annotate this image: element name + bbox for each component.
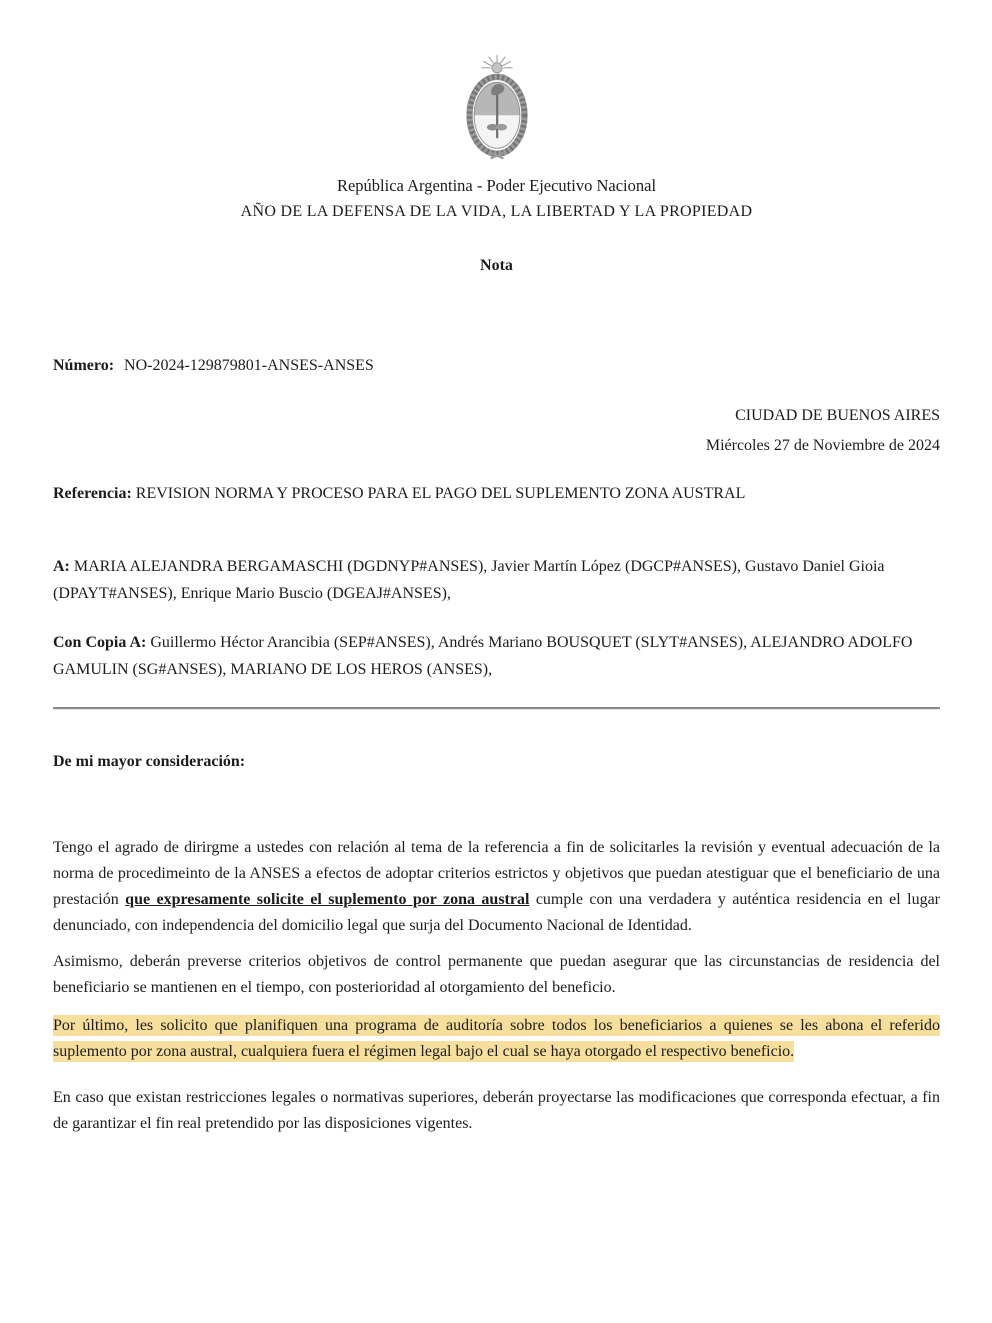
paragraph-4: En caso que existan restricciones legales o normativas superiores, deberán proyectarse las modificaciones que corresponda efectuar, a fin de garantizar el fin real pretendido por las disposiciones vigentes. <box>53 1089 940 1132</box>
to-label: A: <box>53 558 70 575</box>
salutation: De mi mayor consideración: <box>53 753 246 770</box>
city-line: CIUDAD DE BUENOS AIRES <box>735 407 940 424</box>
referencia-label: Referencia: <box>53 485 132 502</box>
recipients-cc <box>53 629 940 683</box>
paragraph-1-text-end: cumple con una verdadera y auténtica residencia en el lugar denunciado, con independencia del domicilio legal que surja del Documento Nacional de Identidad. <box>53 891 941 934</box>
org-name: República Argentina - Poder Ejecutivo Nacional <box>336 176 657 195</box>
paragraph-2: Asimismo, deberán preverse criterios objetivos de control permanente que puedan asegurar que las circunstancias de residencia del beneficiario se mantienen en el tiempo, con posterioridad al otorgamiento del beneficio. <box>53 953 940 996</box>
argentina-coat-of-arms-icon <box>451 149 543 166</box>
highlighted-text: Por último, les solicito que planifiquen una programa de auditoría sobre todos los beneficiarios a quienes se les abona el referido suplemento por zona austral, cualquiera fuera el régimen legal bajo el cual se haya otorgado el respectivo beneficio. <box>53 1017 940 1060</box>
paragraph-1-text: Tengo el agrado de dirirgme a ustedes con relación al tema de la referencia a fin de solicitarles la revisión y eventual adecuación de la norma de procedimeinto de la ANSES a efectos de adoptar criterios estrictos y objetivos que puedan atestiguar que el beneficiario de una prestación <box>53 839 940 908</box>
numero-label: Número: <box>53 357 115 374</box>
numero-value: NO-2024-129879801-ANSES-ANSES <box>124 357 374 374</box>
date-line: Miércoles 27 de Noviembre de 2024 <box>705 437 940 454</box>
letterhead <box>53 54 940 167</box>
numero-line <box>53 353 940 379</box>
year-motto: AÑO DE LA DEFENSA DE LA VIDA, LA LIBERTAD Y LA PROPIEDAD <box>240 203 753 220</box>
paragraph-3-highlighted <box>53 1013 940 1065</box>
paragraph-1-emphasis: que expresamente solicite el suplemento por zona austral <box>125 891 530 908</box>
referencia-value: REVISION NORMA Y PROCESO PARA EL PAGO DEL SUPLEMENTO ZONA AUSTRAL <box>135 485 746 502</box>
recipients-to <box>53 553 940 607</box>
to-value: MARIA ALEJANDRA BERGAMASCHI (DGDNYP#ANSES), Javier Martín López (DGCP#ANSES), Gustavo Daniel Gioia (DPAYT#ANSES), Enrique Mario Buscio (DGEAJ#ANSES), <box>53 558 885 602</box>
divider-rule <box>53 707 940 709</box>
document-type-title: Nota <box>480 257 513 274</box>
cc-label: Con Copia A: <box>53 634 147 651</box>
cc-value: Guillermo Héctor Arancibia (SEP#ANSES), Andrés Mariano BOUSQUET (SLYT#ANSES), ALEJANDRO ADOLFO GAMULIN (SG#ANSES), MARIANO DE LOS HEROS (ANSES), <box>53 634 913 678</box>
paragraph-1 <box>53 835 940 939</box>
referencia-line <box>53 481 940 507</box>
